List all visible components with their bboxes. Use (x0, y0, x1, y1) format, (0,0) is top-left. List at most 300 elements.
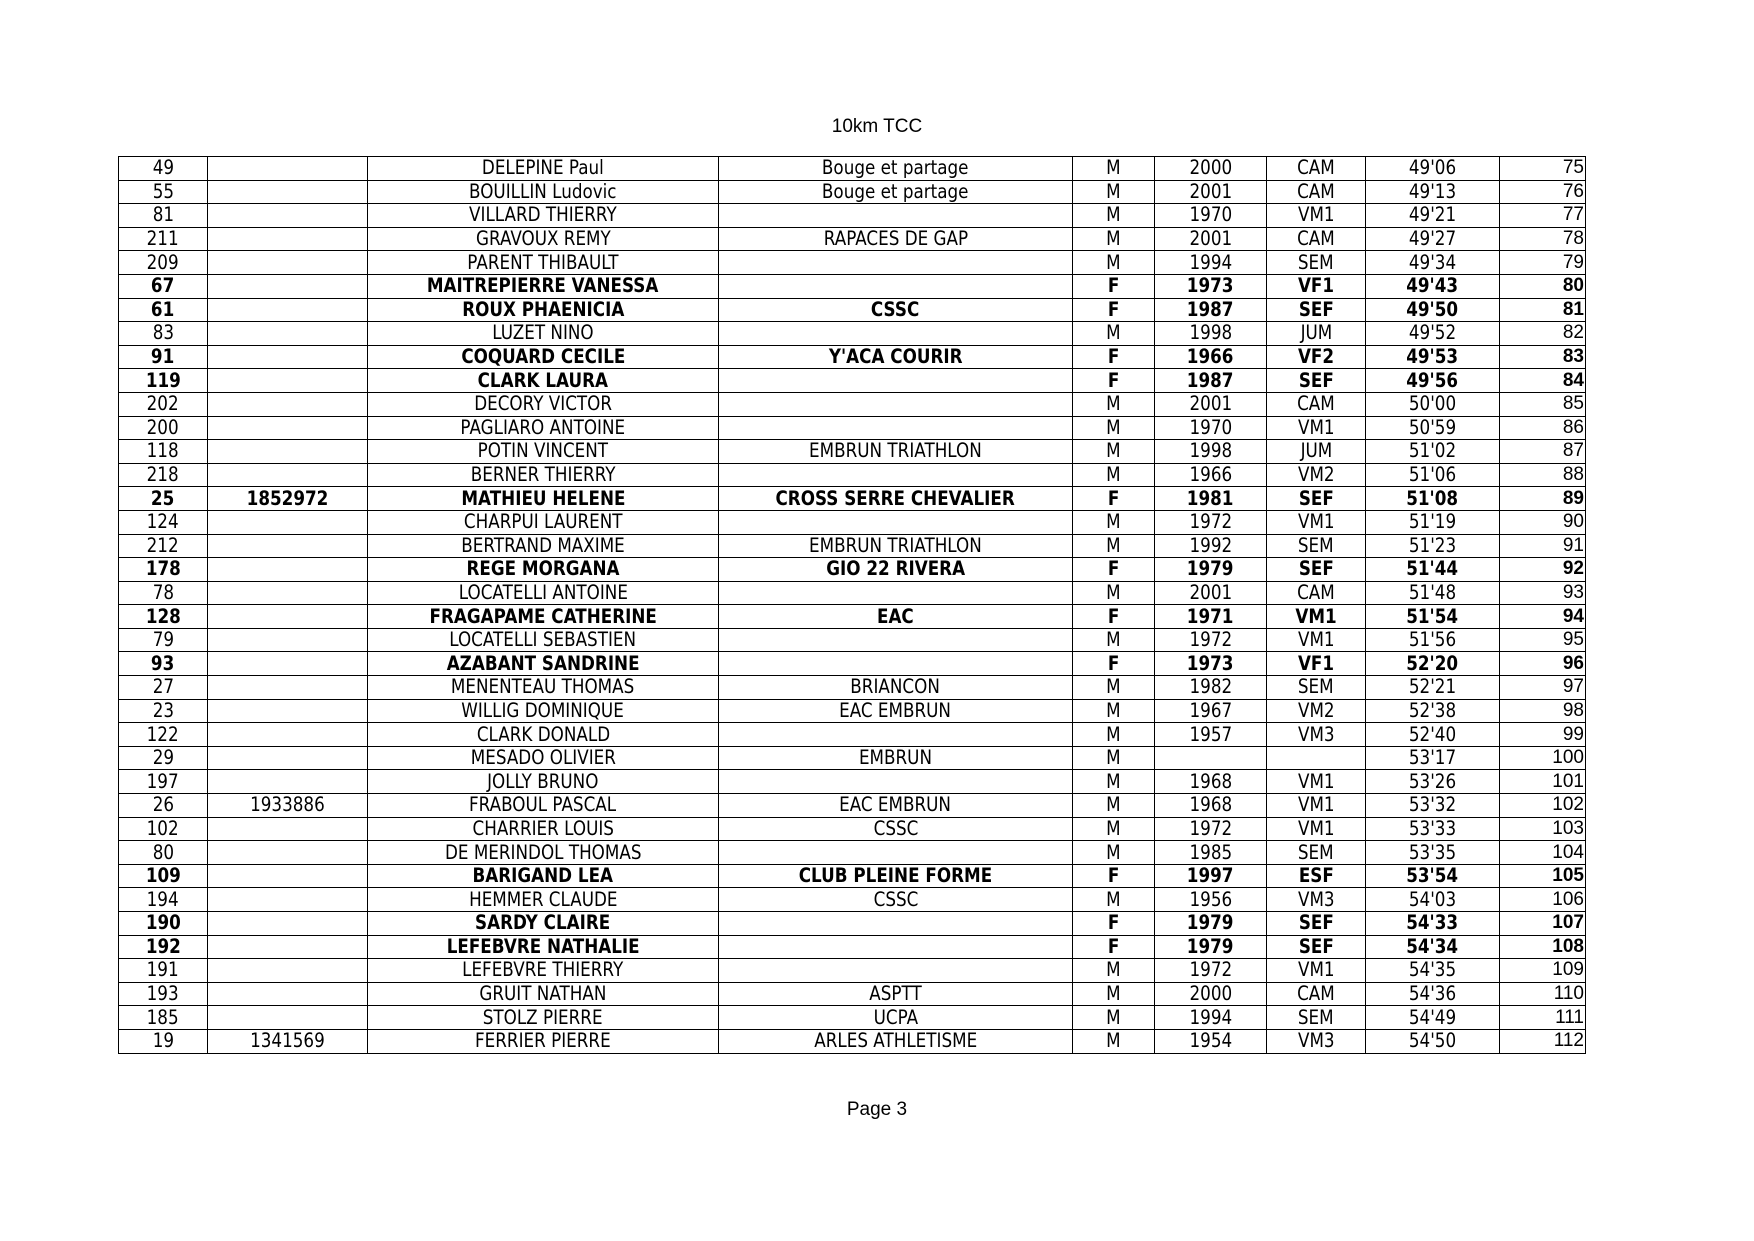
name-cell (368, 558, 719, 582)
club-cell-text: Bouge et partage (822, 156, 969, 180)
rank-cell-text: 102 (1552, 794, 1584, 816)
rank-cell (1500, 440, 1586, 464)
name-cell (368, 935, 719, 959)
name-cell (368, 322, 719, 346)
year-cell (1155, 888, 1267, 912)
time-cell (1366, 534, 1500, 558)
table-row (119, 392, 1586, 416)
year-cell (1155, 322, 1267, 346)
table-row (119, 1029, 1586, 1053)
sex-cell-text: M (1106, 321, 1121, 345)
bib-cell (119, 440, 208, 464)
name-cell (368, 1006, 719, 1030)
category-cell (1267, 817, 1366, 841)
year-cell (1155, 652, 1267, 676)
name-cell (368, 864, 719, 888)
category-cell (1267, 982, 1366, 1006)
sex-cell (1073, 227, 1155, 251)
licence-cell (208, 440, 368, 464)
name-cell (368, 180, 719, 204)
sex-cell (1073, 605, 1155, 629)
rank-cell-text: 112 (1553, 1030, 1584, 1052)
year-cell (1155, 912, 1267, 936)
year-cell-text: 1954 (1189, 1029, 1232, 1053)
time-cell-text: 52'20 (1406, 651, 1459, 675)
time-cell-text: 53'35 (1408, 840, 1457, 864)
category-cell-text: ESF (1298, 864, 1334, 888)
table-row (119, 345, 1586, 369)
licence-cell (208, 605, 368, 629)
year-cell (1155, 723, 1267, 747)
club-cell (719, 180, 1073, 204)
time-cell-text: 54'35 (1408, 958, 1457, 982)
bib-cell (119, 510, 208, 534)
year-cell-text: 2001 (1189, 227, 1232, 251)
time-cell (1366, 510, 1500, 534)
rank-cell (1500, 416, 1586, 440)
sex-cell-text: M (1106, 250, 1121, 274)
rank-cell (1500, 204, 1586, 228)
licence-cell (208, 416, 368, 440)
name-cell-text: BARIGAND LEA (472, 864, 614, 888)
licence-cell (208, 794, 368, 818)
rank-cell-text: 100 (1552, 747, 1584, 769)
year-cell-text: 1998 (1189, 321, 1232, 345)
rank-cell (1500, 935, 1586, 959)
time-cell (1366, 746, 1500, 770)
table-row (119, 817, 1586, 841)
category-cell-text: SEF (1298, 935, 1334, 958)
category-cell (1267, 510, 1366, 534)
rank-cell-text: 107 (1552, 912, 1584, 934)
sex-cell-text: M (1106, 746, 1121, 770)
category-cell (1267, 794, 1366, 818)
sex-cell-text: M (1106, 628, 1121, 652)
bib-cell-text: 191 (146, 958, 180, 982)
rank-cell (1500, 463, 1586, 487)
rank-cell-text: 94 (1562, 605, 1584, 627)
licence-cell (208, 935, 368, 959)
sex-cell (1073, 888, 1155, 912)
bib-cell (119, 794, 208, 818)
licence-cell (208, 298, 368, 322)
time-cell (1366, 227, 1500, 251)
time-cell (1366, 558, 1500, 582)
category-cell-text: VM1 (1295, 604, 1337, 628)
category-cell-text: VM1 (1297, 793, 1335, 817)
category-cell (1267, 440, 1366, 464)
year-cell (1155, 534, 1267, 558)
sex-cell-text: M (1106, 722, 1121, 746)
club-cell-text: ASPTT (869, 982, 922, 1006)
bib-cell-text: 194 (146, 887, 180, 911)
licence-cell (208, 463, 368, 487)
table-row (119, 251, 1586, 275)
year-cell (1155, 605, 1267, 629)
time-cell-text: 54'50 (1408, 1029, 1457, 1053)
category-cell-text: VM1 (1297, 817, 1335, 840)
name-cell (368, 794, 719, 818)
sex-cell-text: M (1106, 534, 1121, 557)
year-cell (1155, 746, 1267, 770)
bib-cell-text: 192 (145, 935, 181, 958)
category-cell-text: SEM (1298, 675, 1334, 699)
table-row (119, 888, 1586, 912)
rank-cell-text: 78 (1562, 228, 1584, 250)
rank-cell-text: 77 (1562, 204, 1584, 226)
sex-cell-text: F (1107, 298, 1120, 321)
year-cell (1155, 1029, 1267, 1053)
rank-cell (1500, 274, 1586, 298)
time-cell-text: 49'06 (1408, 156, 1457, 180)
rank-cell (1500, 487, 1586, 511)
name-cell-text: GRAVOUX REMY (475, 227, 611, 251)
licence-cell (208, 723, 368, 747)
rank-cell-text: 105 (1552, 865, 1584, 887)
time-cell-text: 54'34 (1406, 935, 1459, 958)
time-cell-text: 51'48 (1408, 581, 1457, 604)
document-title: 10km TCC (831, 116, 923, 137)
time-cell (1366, 959, 1500, 983)
rank-cell-text: 97 (1562, 676, 1584, 698)
sex-cell-text: M (1106, 156, 1121, 180)
club-cell (719, 298, 1073, 322)
name-cell (368, 1029, 719, 1053)
year-cell (1155, 416, 1267, 440)
licence-cell (208, 1029, 368, 1053)
name-cell (368, 204, 719, 228)
rank-cell-text: 98 (1562, 699, 1584, 721)
sex-cell-text: M (1106, 180, 1121, 203)
sex-cell-text: M (1106, 699, 1121, 722)
category-cell (1267, 157, 1366, 181)
year-cell-text: 1970 (1189, 416, 1232, 439)
sex-cell-text: M (1106, 1029, 1121, 1053)
name-cell (368, 510, 719, 534)
category-cell (1267, 558, 1366, 582)
category-cell (1267, 864, 1366, 888)
name-cell (368, 534, 719, 558)
sex-cell (1073, 463, 1155, 487)
year-cell-text: 1982 (1189, 675, 1232, 699)
name-cell (368, 605, 719, 629)
time-cell (1366, 298, 1500, 322)
category-cell-text: SEM (1298, 1005, 1334, 1029)
category-cell (1267, 723, 1366, 747)
name-cell (368, 770, 719, 794)
time-cell (1366, 1006, 1500, 1030)
year-cell (1155, 440, 1267, 464)
sex-cell-text: F (1107, 604, 1120, 628)
bib-cell (119, 628, 208, 652)
year-cell (1155, 864, 1267, 888)
category-cell-text: CAM (1297, 581, 1335, 604)
table-row (119, 322, 1586, 346)
rank-cell-text: 82 (1562, 322, 1584, 344)
category-cell-text: CAM (1297, 180, 1335, 203)
category-cell-text: SEF (1298, 368, 1334, 392)
category-cell (1267, 251, 1366, 275)
bib-cell-text: 19 (152, 1029, 174, 1053)
table-row (119, 463, 1586, 487)
year-cell-text: 1967 (1189, 699, 1232, 722)
bib-cell-text: 190 (145, 911, 181, 935)
club-cell-text: EMBRUN TRIATHLON (809, 534, 982, 557)
category-cell-text: CAM (1297, 982, 1335, 1006)
name-cell-text: JOLLY BRUNO (487, 769, 599, 793)
name-cell (368, 888, 719, 912)
licence-cell (208, 912, 368, 936)
bib-cell (119, 841, 208, 865)
sex-cell (1073, 487, 1155, 511)
time-cell (1366, 345, 1500, 369)
name-cell-text: FRABOUL PASCAL (469, 793, 617, 817)
name-cell-text: MESADO OLIVIER (470, 746, 616, 770)
category-cell (1267, 1029, 1366, 1053)
bib-cell-text: 25 (151, 486, 175, 510)
bib-cell-text: 124 (146, 510, 180, 534)
rank-cell (1500, 157, 1586, 181)
bib-cell-text: 29 (152, 746, 174, 770)
table-row (119, 369, 1586, 393)
club-cell-text: EMBRUN TRIATHLON (809, 439, 982, 463)
name-cell (368, 227, 719, 251)
club-cell-text: EAC EMBRUN (839, 793, 952, 817)
name-cell (368, 157, 719, 181)
sex-cell-text: M (1106, 840, 1121, 864)
sex-cell (1073, 369, 1155, 393)
bib-cell-text: 202 (146, 392, 180, 416)
time-cell-text: 51'08 (1406, 486, 1459, 510)
time-cell (1366, 157, 1500, 181)
time-cell (1366, 581, 1500, 605)
club-cell-text: CSSC (873, 817, 918, 840)
category-cell-text: VM2 (1297, 699, 1335, 722)
year-cell (1155, 699, 1267, 723)
time-cell-text: 49'27 (1408, 227, 1457, 251)
sex-cell-text: F (1107, 557, 1120, 581)
rank-cell-text: 111 (1555, 1006, 1584, 1028)
name-cell (368, 746, 719, 770)
name-cell-text: SARDY CLAIRE (475, 911, 611, 935)
category-cell (1267, 1006, 1366, 1030)
time-cell (1366, 416, 1500, 440)
rank-cell (1500, 322, 1586, 346)
bib-cell-text: 67 (151, 274, 175, 298)
bib-cell (119, 959, 208, 983)
sex-cell (1073, 251, 1155, 275)
rank-cell (1500, 510, 1586, 534)
rank-cell (1500, 888, 1586, 912)
name-cell-text: CHARPUI LAURENT (463, 510, 623, 534)
year-cell (1155, 463, 1267, 487)
bib-cell-text: 212 (146, 534, 180, 557)
year-cell-text: 2001 (1189, 392, 1232, 416)
year-cell-text: 1968 (1189, 769, 1232, 793)
time-cell-text: 51'02 (1408, 439, 1457, 463)
year-cell-text: 1973 (1187, 274, 1234, 298)
club-cell (719, 605, 1073, 629)
sex-cell (1073, 628, 1155, 652)
name-cell (368, 982, 719, 1006)
sex-cell (1073, 157, 1155, 181)
year-cell-text: 1971 (1187, 604, 1234, 628)
category-cell-text: VM1 (1297, 628, 1335, 652)
club-cell (719, 628, 1073, 652)
time-cell-text: 50'00 (1408, 392, 1457, 416)
sex-cell (1073, 817, 1155, 841)
sex-cell-text: M (1106, 203, 1121, 227)
category-cell (1267, 746, 1366, 770)
year-cell (1155, 841, 1267, 865)
category-cell (1267, 605, 1366, 629)
name-cell (368, 912, 719, 936)
rank-cell-text: 81 (1562, 298, 1584, 320)
club-cell (719, 817, 1073, 841)
name-cell-text: DELEPINE Paul (482, 156, 604, 180)
bib-cell-text: 178 (145, 557, 181, 581)
sex-cell-text: M (1106, 958, 1121, 982)
rank-cell-text: 79 (1562, 251, 1584, 273)
table-row (119, 605, 1586, 629)
table-row (119, 982, 1586, 1006)
sex-cell-text: M (1106, 887, 1121, 911)
licence-cell (208, 770, 368, 794)
name-cell-text: LOCATELLI ANTOINE (458, 581, 628, 604)
category-cell (1267, 298, 1366, 322)
sex-cell (1073, 298, 1155, 322)
rank-cell (1500, 345, 1586, 369)
name-cell (368, 841, 719, 865)
bib-cell-text: 218 (146, 463, 180, 487)
time-cell-text: 51'06 (1408, 463, 1457, 487)
year-cell (1155, 510, 1267, 534)
category-cell (1267, 534, 1366, 558)
bib-cell-text: 109 (145, 864, 181, 888)
club-cell-text: UCPA (873, 1005, 918, 1029)
bib-cell (119, 251, 208, 275)
category-cell (1267, 369, 1366, 393)
club-cell-text: EAC (877, 604, 914, 628)
bib-cell-text: 197 (146, 769, 180, 793)
sex-cell (1073, 440, 1155, 464)
name-cell (368, 345, 719, 369)
sex-cell-text: F (1107, 911, 1120, 935)
year-cell (1155, 157, 1267, 181)
category-cell-text: SEF (1298, 298, 1334, 321)
bib-cell (119, 157, 208, 181)
sex-cell-text: M (1106, 675, 1121, 699)
table-row (119, 794, 1586, 818)
category-cell (1267, 888, 1366, 912)
name-cell (368, 817, 719, 841)
sex-cell (1073, 699, 1155, 723)
name-cell-text: PARENT THIBAULT (467, 250, 619, 274)
time-cell-text: 49'50 (1406, 298, 1459, 321)
rank-cell-text: 108 (1552, 935, 1584, 957)
club-cell (719, 274, 1073, 298)
year-cell (1155, 180, 1267, 204)
category-cell-text: VM1 (1297, 958, 1335, 982)
table-row (119, 487, 1586, 511)
bib-cell-text: 200 (146, 416, 180, 439)
name-cell-text: CHARRIER LOUIS (472, 817, 614, 840)
time-cell (1366, 440, 1500, 464)
time-cell-text: 49'34 (1408, 250, 1457, 274)
licence-cell (208, 180, 368, 204)
table-row (119, 959, 1586, 983)
rank-cell-text: 92 (1562, 558, 1584, 580)
time-cell-text: 51'44 (1406, 557, 1459, 581)
rank-cell (1500, 746, 1586, 770)
bib-cell (119, 912, 208, 936)
club-cell (719, 463, 1073, 487)
club-cell (719, 770, 1073, 794)
club-cell-text: Y'ACA COURIR (828, 345, 963, 369)
year-cell-text: 1997 (1187, 864, 1234, 888)
table-row (119, 864, 1586, 888)
year-cell-text: 1979 (1187, 935, 1234, 958)
rank-cell (1500, 1006, 1586, 1030)
club-cell (719, 487, 1073, 511)
rank-cell (1500, 841, 1586, 865)
category-cell (1267, 345, 1366, 369)
club-cell (719, 888, 1073, 912)
rank-cell-text: 89 (1562, 487, 1584, 509)
time-cell (1366, 864, 1500, 888)
bib-cell (119, 935, 208, 959)
sex-cell (1073, 912, 1155, 936)
bib-cell-text: 80 (152, 840, 174, 864)
bib-cell (119, 487, 208, 511)
time-cell (1366, 463, 1500, 487)
year-cell (1155, 817, 1267, 841)
sex-cell (1073, 746, 1155, 770)
club-cell-text: CLUB PLEINE FORME (798, 864, 993, 888)
year-cell-text: 1979 (1187, 911, 1234, 935)
year-cell-text: 1970 (1189, 203, 1232, 227)
name-cell (368, 463, 719, 487)
sex-cell (1073, 1006, 1155, 1030)
table-row (119, 770, 1586, 794)
rank-cell (1500, 251, 1586, 275)
licence-cell (208, 628, 368, 652)
rank-cell-text: 80 (1562, 275, 1584, 297)
bib-cell (119, 204, 208, 228)
table-row (119, 723, 1586, 747)
rank-cell-text: 93 (1562, 581, 1584, 603)
year-cell (1155, 676, 1267, 700)
sex-cell (1073, 935, 1155, 959)
sex-cell (1073, 322, 1155, 346)
name-cell-text: WILLIG DOMINIQUE (461, 699, 625, 722)
year-cell (1155, 558, 1267, 582)
club-cell (719, 251, 1073, 275)
year-cell-text: 2001 (1189, 581, 1232, 604)
bib-cell (119, 1006, 208, 1030)
rank-cell (1500, 581, 1586, 605)
category-cell (1267, 227, 1366, 251)
name-cell-text: BOUILLIN Ludovic (469, 180, 617, 203)
club-cell (719, 935, 1073, 959)
year-cell-text: 1992 (1189, 534, 1232, 557)
table-row (119, 227, 1586, 251)
name-cell (368, 274, 719, 298)
time-cell (1366, 699, 1500, 723)
year-cell (1155, 204, 1267, 228)
category-cell-text: CAM (1297, 156, 1335, 180)
rank-cell-text: 95 (1562, 629, 1584, 651)
